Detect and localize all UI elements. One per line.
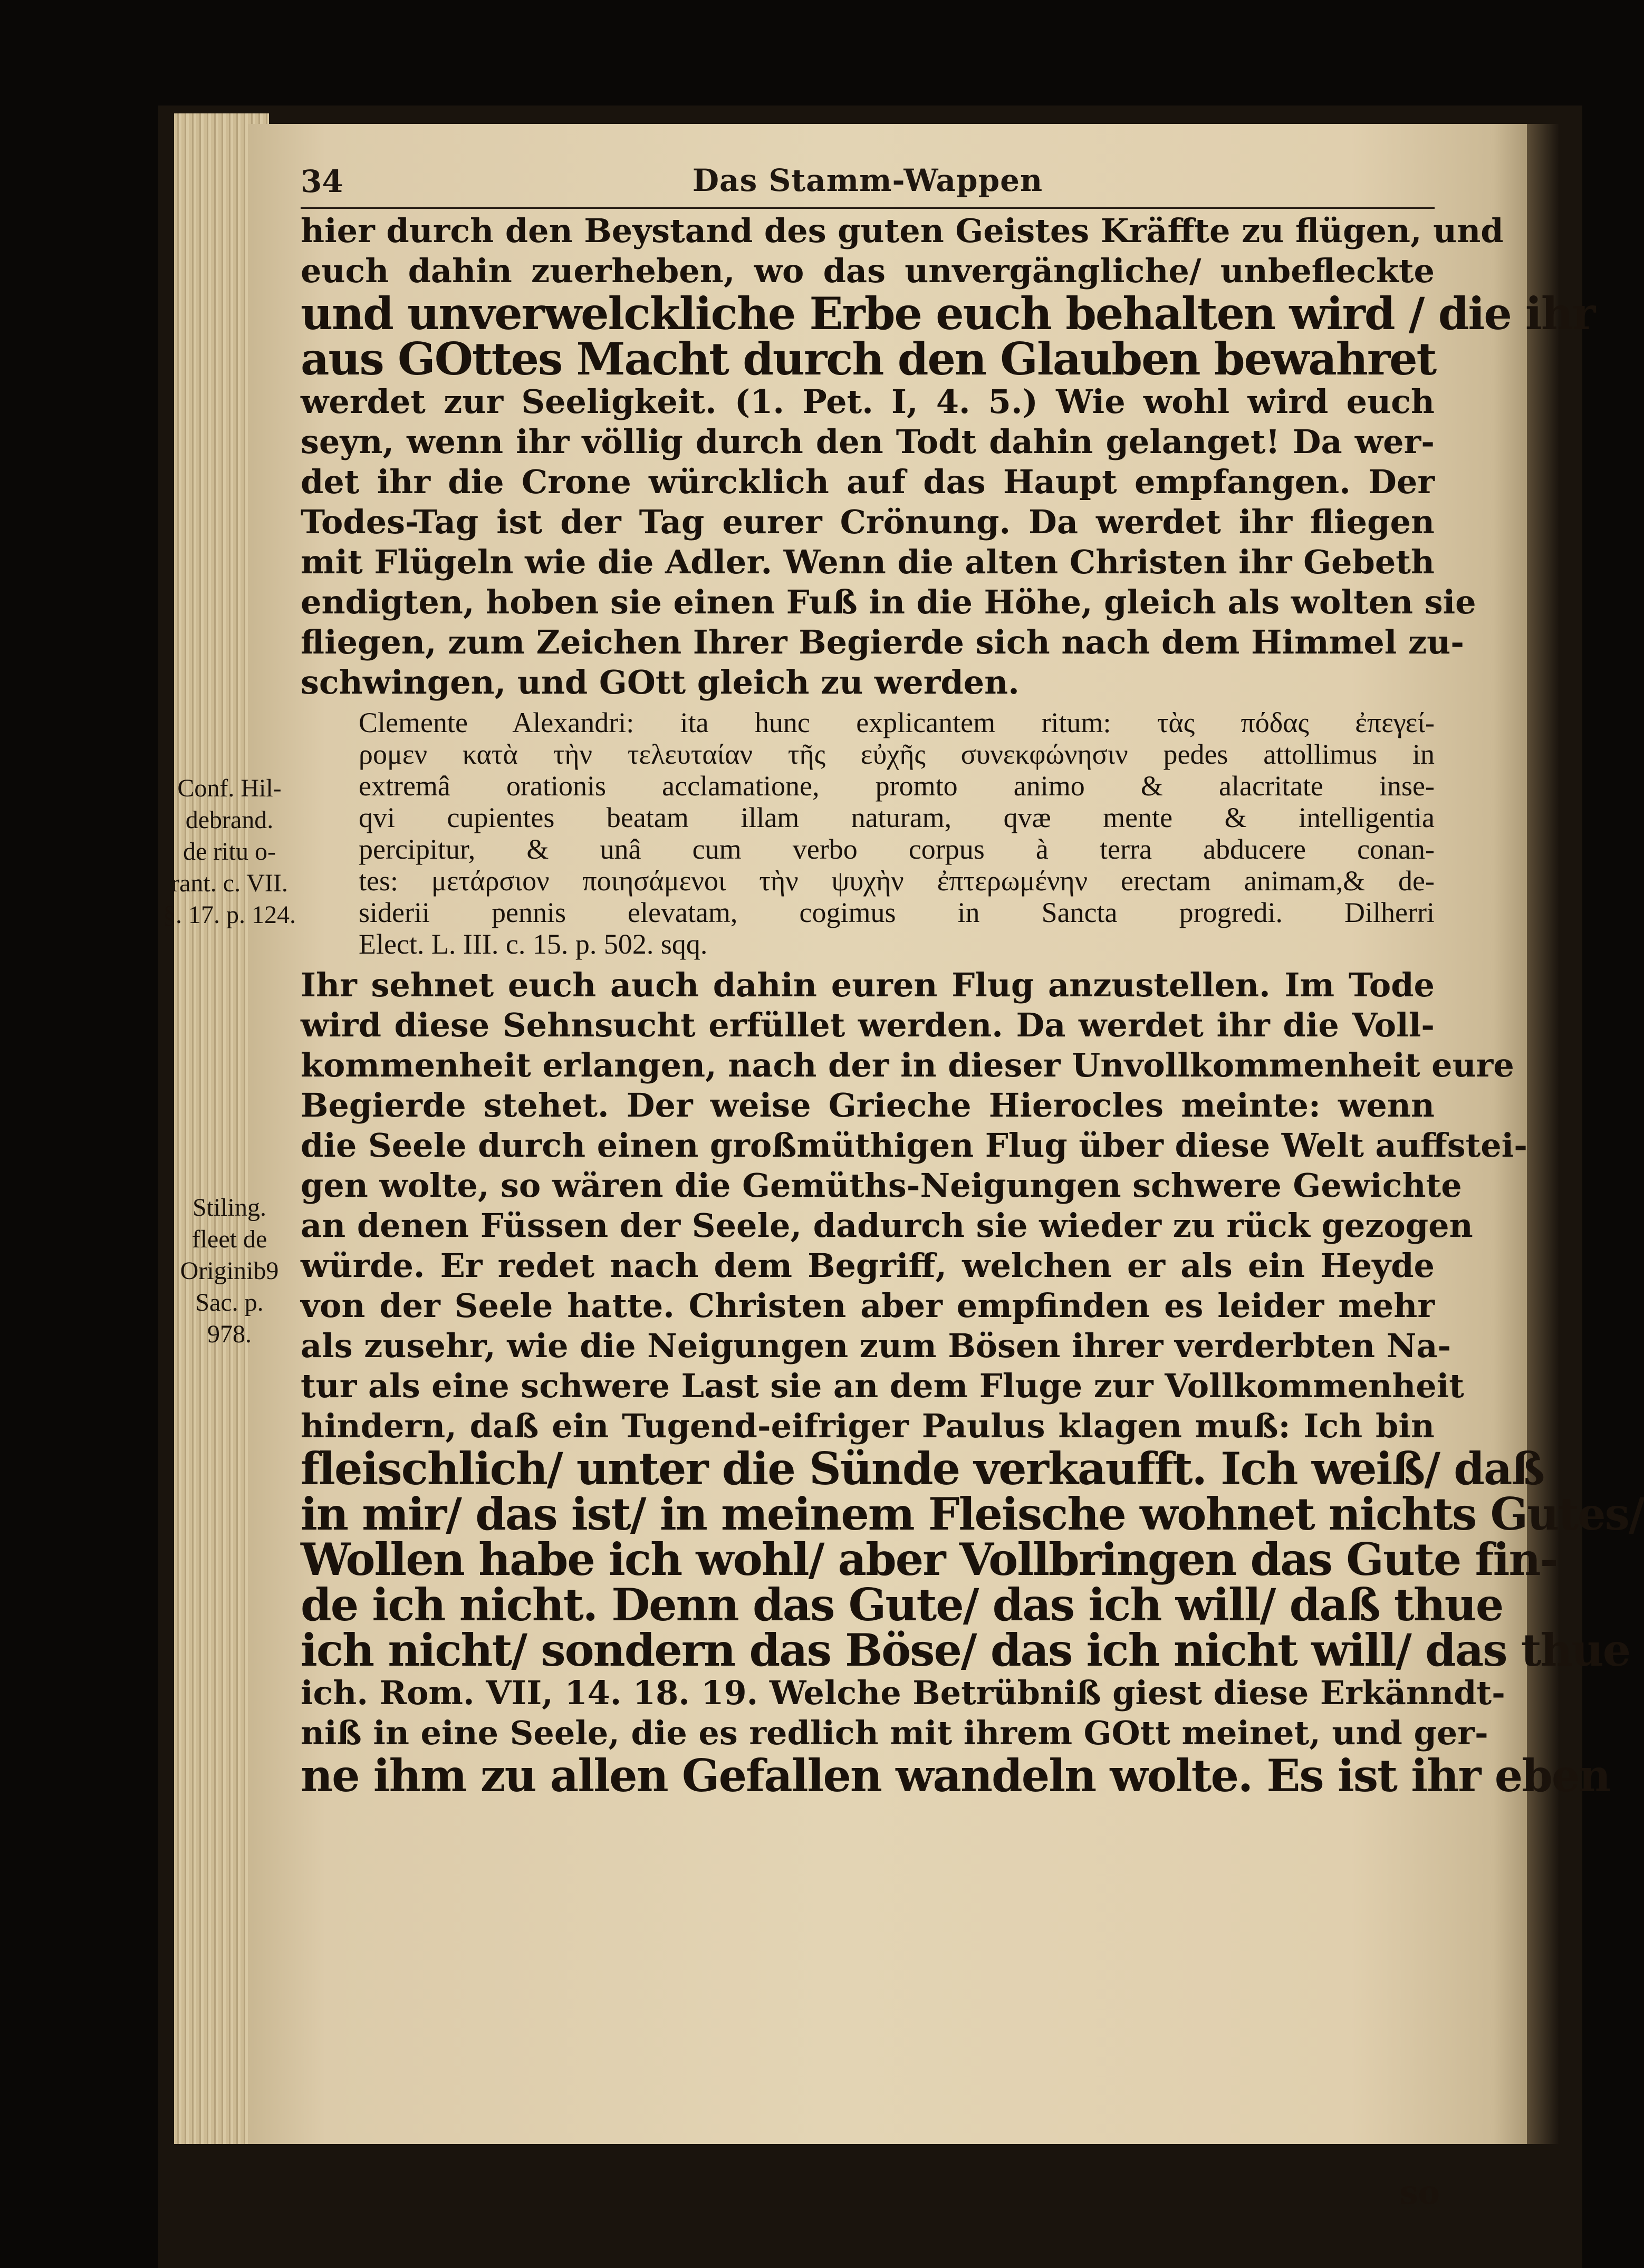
emphasis-line: de ich nicht. Denn das Gute/ das ich will/ daß thue <box>301 1579 1503 1631</box>
text-line: und unverwelckliche Erbe euch behalten wird / die ihr <box>301 287 1595 340</box>
text-line: endigten, hoben sie einen Fuß in die Höhe, gleich als wolten sie <box>301 583 1476 621</box>
emphasis-line: in mir/ das ist/ in meinem Fleische wohnet nichts Gutes/ <box>301 1488 1644 1540</box>
text-line: von der Seele hatte. Christen aber empfinden es leider mehr <box>301 1286 1435 1325</box>
margin-note-line: §. 17. p. 124. <box>163 901 296 929</box>
margin-note-line: Sac. p. <box>195 1289 264 1316</box>
margin-note-hildebrand <box>158 773 301 931</box>
quote-line: tes: μετάρσιον ποιησάμενοι τὴν ψυχὴν ἐπτερωμένην erectam animam,& de- <box>359 865 1435 897</box>
quote-line: siderii pennis elevatam, cogimus in Sancta progredi. Dilherri <box>359 897 1435 928</box>
text-line: werdet zur Seeligkeit. (1. Pet. I, 4. 5.) Wie wohl wird euch <box>301 382 1435 421</box>
page-header <box>301 158 1435 206</box>
text-line: fliegen, zum Zeichen Ihrer Begierde sich nach dem Himmel zu- <box>301 623 1464 661</box>
text-line: würde. Er redet nach dem Begriff, welchen er als ein Heyde <box>301 1246 1435 1285</box>
quote-line: Elect. L. III. c. 15. p. 502. sqq. <box>359 928 708 960</box>
text-line: tur als eine schwere Last sie an dem Fluge zur Vollkommenheit <box>301 1367 1464 1405</box>
margin-note-line: debrand. <box>185 806 274 834</box>
text-line: det ihr die Crone würcklich auf das Haupt empfangen. Der <box>301 463 1435 501</box>
text-line: mit Flügeln wie die Adler. Wenn die alten Christen ihr Gebeth <box>301 543 1435 581</box>
text-line: niß in eine Seele, die es redlich mit ihrem GOtt meinet, und ger- <box>301 1714 1488 1752</box>
text-line: euch dahin zuerheben, wo das unvergängliche/ unbefleckte <box>301 252 1435 290</box>
quote-line: extremâ orationis acclamatione, promto animo & alacritate inse- <box>359 770 1435 802</box>
margin-note-line: Stiling. <box>192 1194 267 1222</box>
emphasis-line: ich nicht/ sondern das Böse/ das ich nicht will/ das thue <box>301 1624 1630 1676</box>
text-line: wird diese Sehnsucht erfüllet werden. Da werdet ihr die Voll- <box>301 1006 1435 1044</box>
text-line: Todes-Tag ist der Tag eurer Crönung. Da werdet ihr fliegen <box>301 503 1435 541</box>
text-line: ne ihm zu allen Gefallen wandeln wolte. Es ist ihr eben <box>301 1750 1610 1802</box>
margin-note-stilling <box>158 1192 301 1350</box>
text-line: kommenheit erlangen, nach der in dieser Unvollkommenheit eure <box>301 1046 1514 1084</box>
text-line: an denen Füssen der Seele, dadurch sie wieder zu rück gezogen <box>301 1206 1473 1245</box>
text-line: ich. Rom. VII, 14. 18. 19. Welche Betrübniß giest diese Erkänndt- <box>301 1674 1505 1712</box>
text-line: aus GOttes Macht durch den Glauben bewahret <box>301 333 1436 385</box>
emphasis-line: fleischlich/ unter die Sünde verkaufft. Ich weiß/ daß <box>301 1443 1544 1495</box>
emphasis-line: Wollen habe ich wohl/ aber Vollbringen das Gute fin- <box>301 1533 1558 1585</box>
text-line: Begierde stehet. Der weise Grieche Hierocles meinte: wenn <box>301 1086 1435 1125</box>
margin-note-line: de ritu o- <box>183 838 276 866</box>
catchword: so <box>1399 2173 1440 2212</box>
header-rule <box>301 207 1435 209</box>
margin-note-line: 978. <box>207 1320 252 1348</box>
margin-note-line: fleet de <box>191 1225 267 1253</box>
text-line: seyn, wenn ihr völlig durch den Todt dahin gelanget! Da wer- <box>301 422 1435 461</box>
latin-quote <box>301 707 1435 960</box>
text-line: Ihr sehnet euch auch dahin euren Flug anzustellen. Im Tode <box>301 966 1435 1004</box>
text-line: gen wolte, so wären die Gemüths-Neigungen schwere Gewichte <box>301 1166 1462 1205</box>
text-line: die Seele durch einen großmüthigen Flug über diese Welt auffstei- <box>301 1126 1527 1165</box>
page-number: 34 <box>301 164 343 199</box>
quote-line: qvi cupientes beatam illam naturam, qvæ mente & intelligentia <box>359 802 1435 833</box>
text-line: hier durch den Beystand des guten Geistes Kräffte zu flügen, und <box>301 212 1504 250</box>
main-text <box>301 211 1644 1802</box>
text-line: als zusehr, wie die Neigungen zum Bösen ihrer verderbten Na- <box>301 1327 1451 1365</box>
margin-note-line: rant. c. VII. <box>171 869 288 897</box>
quote-line: ρομεν κατὰ τὴν τελευταίαν τῆς εὐχῆς συνεκφώνησιν pedes attollimus in <box>359 738 1435 770</box>
text-line: schwingen, und GOtt gleich zu werden. <box>301 663 1020 701</box>
margin-note-line: Originib9 <box>180 1257 279 1285</box>
quote-line: Clemente Alexandri: ita hunc explicantem ritum: τὰς πόδας ἐπεγεί- <box>359 707 1435 738</box>
quote-line: percipitur, & unâ cum verbo corpus à terra abducere conan- <box>359 833 1435 865</box>
running-title: Das Stamm-Wappen <box>692 162 1043 198</box>
text-line: hindern, daß ein Tugend-eifriger Paulus klagen muß: Ich bin <box>301 1407 1435 1445</box>
margin-note-line: Conf. Hil- <box>177 774 282 802</box>
